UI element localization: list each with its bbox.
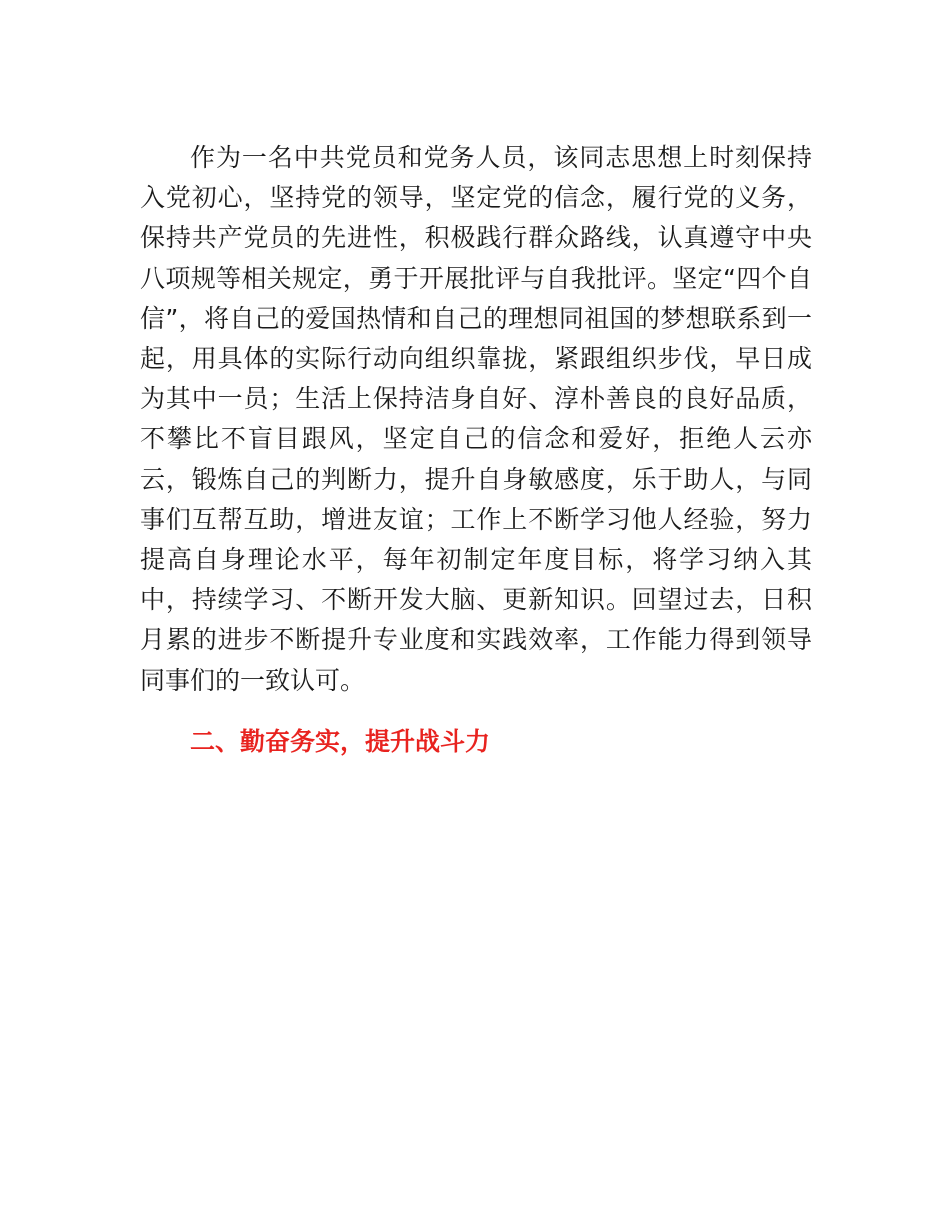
body-paragraph: 作为一名中共党员和党务人员，该同志思想上时刻保持入党初心，坚持党的领导，坚定党的信念，履行党的义务，保持共产党员的先进性，积极践行群众路线，认真遵守中央八项规等相关规定，勇于开展批评与自我批评。坚定“四个自信”，将自己的爱国热情和自己的理想同祖国的梦想联系到一起，用具体的实际行动向组织靠拢，紧跟组织步伐，早日成为其中一员；生活上保持洁身自好、淳朴善良的良好品质，不攀比不盲目跟风，坚定自己的信念和爱好，拒绝人云亦云，锻炼自己的判断力，提升自身敏感度，乐于助人，与同事们互帮互助，增进友谊；工作上不断学习他人经验，努力提高自身理论水平，每年初制定年度目标，将学习纳入其中，持续学习、不断开发大脑、更新知识。回望过去，日积月累的进步不断提升专业度和实践效率，工作能力得到领导同事们的一致认可。 (140, 143, 812, 695)
section-heading: 二、勤奋务实，提升战斗力 (190, 727, 491, 756)
